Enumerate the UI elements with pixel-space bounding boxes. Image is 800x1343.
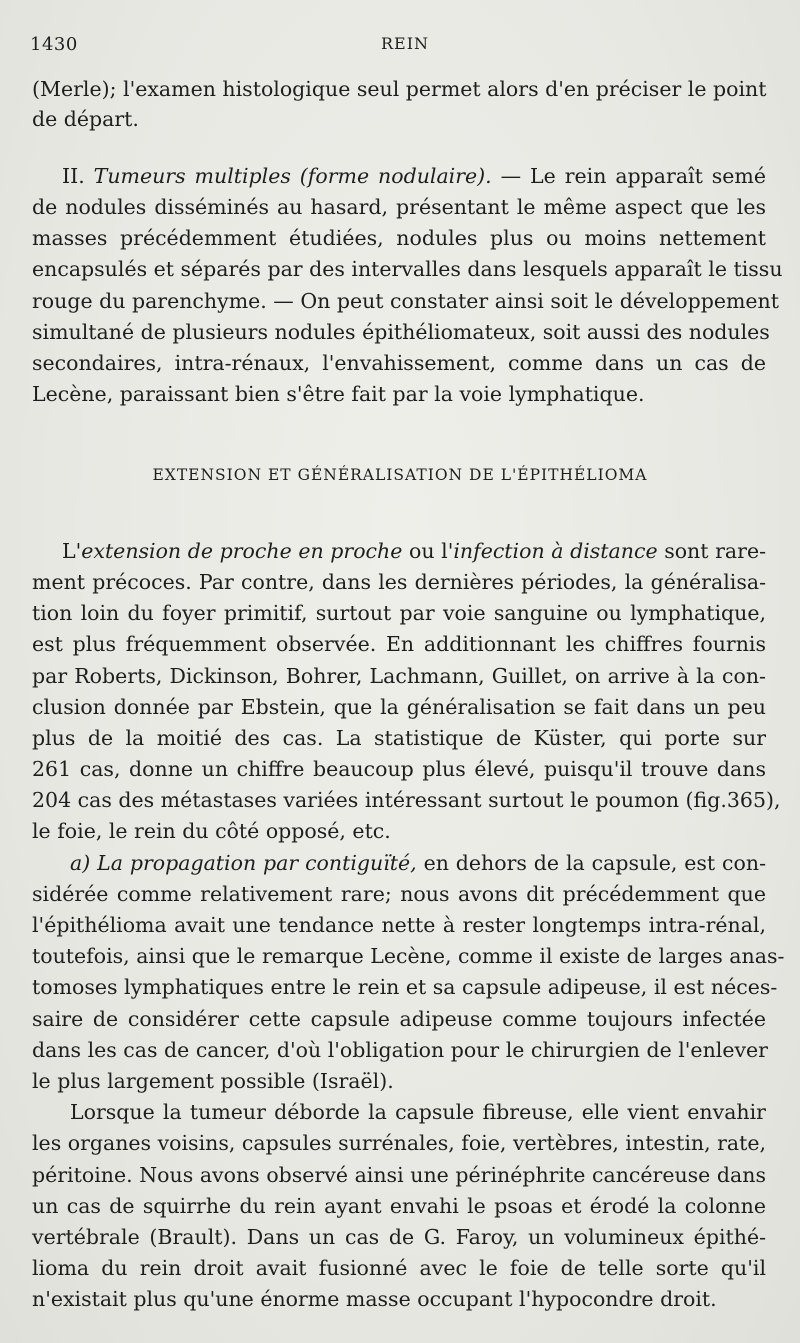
text-line: les organes voisins, capsules surrénales, foie, vertèbres, intestin, rate, bbox=[32, 1131, 767, 1155]
list-marker: a) bbox=[70, 851, 98, 875]
text-line: (Merle); l'examen histologique seul permet alors d'en préciser le point bbox=[32, 77, 767, 101]
text-line: l'épithélioma avait une tendance nette à rester longtemps intra-rénal, bbox=[32, 913, 766, 937]
text-line: n'existait plus qu'une énorme masse occupant l'hypocondre droit. bbox=[32, 1287, 717, 1311]
running-head bbox=[30, 34, 780, 60]
text-line: dans les cas de cancer, d'où l'obligation pour le chirurgien de l'enlever bbox=[32, 1038, 768, 1062]
text-line: de nodules disséminés au hasard, présentant le même aspect que les bbox=[32, 195, 766, 219]
italic-term: extension de proche en proche bbox=[81, 539, 403, 563]
paragraph-lead-line bbox=[62, 536, 766, 566]
text-line: toutefois, ainsi que le remarque Lecène, comme il existe de larges anas- bbox=[32, 944, 785, 968]
text-run: en dehors de la capsule, est con- bbox=[416, 851, 766, 875]
text-line: rouge du parenchyme. — On peut constater ainsi soit le développement bbox=[32, 289, 779, 313]
subsection-number: II. bbox=[62, 164, 85, 188]
text-line: un cas de squirrhe du rein ayant envahi le psoas et érodé la colonne bbox=[32, 1194, 766, 1218]
running-title: REIN bbox=[380, 34, 430, 53]
text-line: simultané de plusieurs nodules épithéliomateux, soit aussi des nodules bbox=[32, 320, 770, 344]
subsection-lead-line bbox=[62, 161, 766, 191]
text-line: plus de la moitié des cas. La statistique de Küster, qui porte sur bbox=[32, 726, 766, 750]
text-line: lioma du rein droit avait fusionné avec le foie de telle sorte qu'il bbox=[32, 1256, 766, 1280]
text-line: le plus largement possible (Israël). bbox=[32, 1069, 394, 1093]
text-line: de départ. bbox=[32, 107, 139, 131]
page-number: 1430 bbox=[30, 34, 78, 55]
text-line: péritoine. Nous avons observé ainsi une périnéphrite cancéreuse dans bbox=[32, 1163, 766, 1187]
text-line: Lorsque la tumeur déborde la capsule fibreuse, elle vient envahir bbox=[70, 1100, 766, 1124]
text-line: tion loin du foyer primitif, surtout par voie sanguine ou lymphatique, bbox=[32, 601, 766, 625]
text-run: — Le rein apparaît semé bbox=[500, 164, 766, 188]
text-run: sont rare- bbox=[657, 539, 766, 563]
paragraph-lead-line bbox=[70, 848, 766, 878]
text-line: est plus fréquemment observée. En additionnant les chiffres fournis bbox=[32, 632, 766, 656]
italic-term: La propagation par contiguïté, bbox=[97, 851, 417, 875]
text-line: masses précédemment étudiées, nodules plus ou moins nettement bbox=[32, 226, 766, 250]
italic-term: infection à distance bbox=[453, 539, 658, 563]
text-line: Lecène, paraissant bien s'être fait par la voie lymphatique. bbox=[32, 382, 645, 406]
text-line: saire de considérer cette capsule adipeuse comme toujours infectée bbox=[32, 1007, 766, 1031]
text-line: vertébrale (Brault). Dans un cas de G. Faroy, un volumineux épithé- bbox=[32, 1225, 766, 1249]
text-line: encapsulés et séparés par des intervalles dans lesquels apparaît le tissu bbox=[32, 257, 783, 281]
text-run: L' bbox=[62, 539, 82, 563]
text-line: ment précoces. Par contre, dans les dernières périodes, la généralisa- bbox=[32, 570, 766, 594]
text-line: sidérée comme relativement rare; nous avons dit précédemment que bbox=[32, 882, 766, 906]
text-line: secondaires, intra-rénaux, l'envahissement, comme dans un cas de bbox=[32, 351, 766, 375]
text-line: clusion donnée par Ebstein, que la généralisation se fait dans un peu bbox=[32, 695, 766, 719]
text-line: par Roberts, Dickinson, Bohrer, Lachmann, Guillet, on arrive à la con- bbox=[32, 664, 766, 688]
text-line: le foie, le rein du côté opposé, etc. bbox=[32, 819, 391, 843]
text-line: 204 cas des métastases variées intéressant surtout le poumon (fig.365), bbox=[32, 788, 781, 812]
subsection-title: Tumeurs multiples (forme nodulaire). bbox=[93, 164, 492, 188]
text-line: tomoses lymphatiques entre le rein et sa capsule adipeuse, il est néces- bbox=[32, 975, 778, 999]
text-run: ou l' bbox=[402, 539, 454, 563]
text-line: 261 cas, donne un chiffre beaucoup plus élevé, puisqu'il trouve dans bbox=[32, 757, 766, 781]
section-heading: EXTENSION ET GÉNÉRALISATION DE L'ÉPITHÉLIOMA bbox=[152, 466, 648, 484]
